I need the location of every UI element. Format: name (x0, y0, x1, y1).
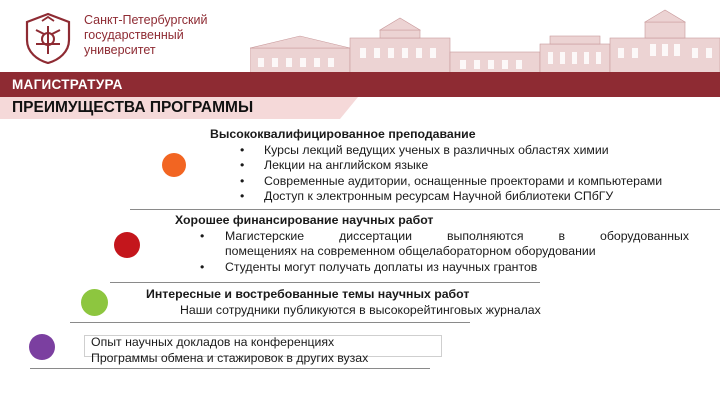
bullet-item: • Студенты могут получать доплаты из научных грантов (175, 260, 689, 276)
bullet-item: • Курсы лекций ведущих ученых в различных областях химии (210, 143, 662, 159)
university-name-line: Санкт-Петербургский (84, 13, 208, 27)
university-crest-logo (22, 12, 74, 64)
bullet-item (175, 229, 689, 260)
advantage-block-exchange (91, 335, 368, 366)
purple-circle-marker (29, 334, 55, 360)
green-circle-marker (81, 289, 108, 316)
bullet-item: • Лекции на английском языке (210, 158, 662, 174)
orange-circle-marker (162, 153, 186, 177)
separator-line (110, 282, 540, 283)
advantage-heading: Высококвалифицированное преподавание (210, 127, 476, 141)
advantage-heading: Хорошее финансирование научных работ (175, 213, 434, 227)
separator-line (70, 322, 470, 323)
header (0, 0, 720, 97)
advantage-bullet-list (175, 229, 689, 276)
university-name-line: государственный (84, 28, 184, 42)
program-label: МАГИСТРАТУРА (12, 77, 123, 92)
separator-line (30, 368, 430, 369)
advantage-block-funding (175, 213, 689, 275)
bullet-line: • Магистерские диссертации выполняются в оборудованных (225, 228, 689, 243)
advantage-heading: Интересные и востребованные темы научных работ (146, 287, 470, 301)
bullet-item: • Доступ к электронным ресурсам Научной библиотеки СПбГУ (210, 189, 662, 205)
page-title: ПРЕИМУЩЕСТВА ПРОГРАММЫ (12, 99, 254, 116)
advantage-block-teaching (210, 127, 662, 205)
red-circle-marker (114, 232, 140, 258)
advantage-text: Программы обмена и стажировок в других вузах (91, 350, 369, 365)
bullet-line: помещениях на современном общелабораторном оборудовании (225, 244, 596, 258)
university-name (84, 13, 224, 58)
advantage-text: Опыт научных докладов на конференциях (91, 335, 335, 349)
separator-line (130, 209, 720, 210)
advantage-block-research-topics (146, 287, 541, 318)
advantage-bullet-list (210, 143, 662, 205)
advantage-text: Наши сотрудники публикуются в высокорейтинговых журналах (180, 302, 541, 317)
university-name-line: университет (84, 43, 156, 57)
bullet-item: • Современные аудитории, оснащенные проекторами и компьютерами (210, 174, 662, 190)
